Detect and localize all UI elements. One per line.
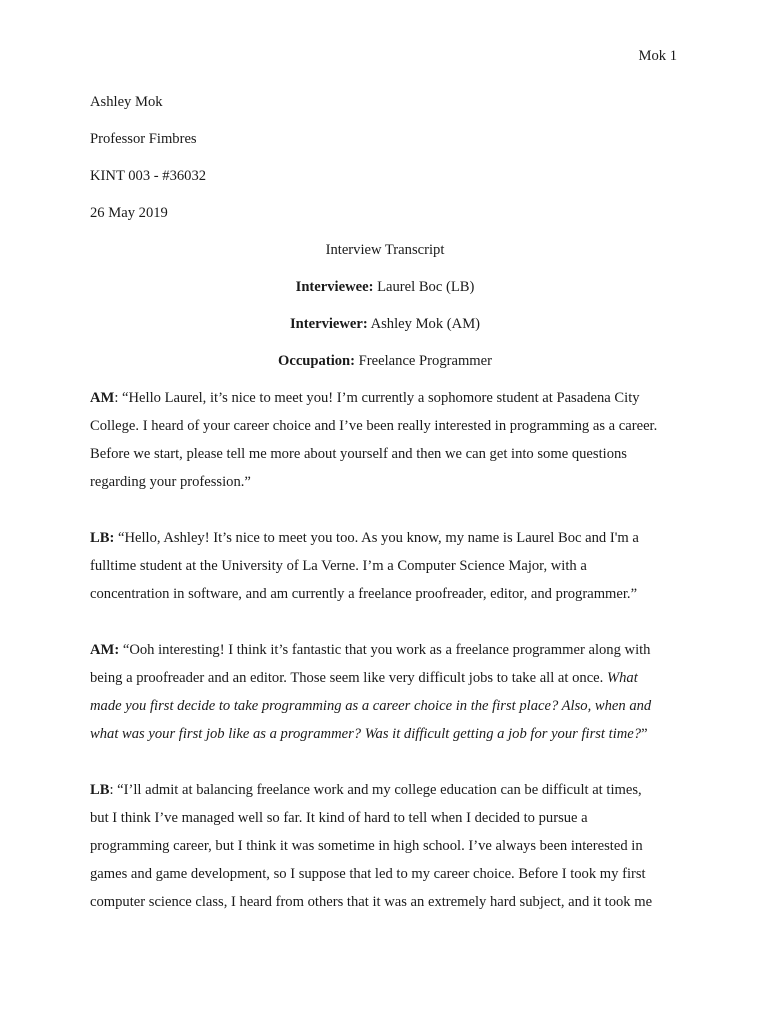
paragraph-line [90, 776, 680, 804]
paragraph-line: regarding your profession.” [90, 474, 251, 490]
paragraph-text: : “Hello Laurel, it’s nice to meet you! I’m currently a sophomore student at Pasadena City [114, 390, 640, 406]
transcript-title-block [90, 236, 680, 375]
question-text: what was your first job like as a programmer? Was it difficult getting a job for your first time? [90, 726, 642, 742]
speaker-label: AM: [90, 642, 120, 658]
speaker-label: LB [90, 782, 110, 798]
paragraph-line: fulltime student at the University of La Verne. I’m a Computer Science Major, with a [90, 558, 587, 574]
paragraph-text: “Ooh interesting! I think it’s fantastic that you work as a freelance programmer along with [119, 642, 651, 658]
transcript-paragraph-lb-1 [90, 524, 680, 608]
paragraph-line: computer science class, I heard from others that it was an extremely hard subject, and it took me [90, 894, 653, 910]
paragraph-text: : “I’ll admit at balancing freelance work and my college education can be difficult at times, [109, 782, 642, 798]
question-text: made you first decide to take programming as a career choice in the first place? Also, when and [90, 698, 652, 714]
occupation-value: Freelance Programmer [355, 353, 492, 369]
paragraph-line [90, 384, 680, 412]
speaker-label: LB: [90, 530, 115, 546]
paragraph-line [90, 664, 680, 692]
paragraph-line [90, 720, 680, 748]
interviewee-label: Interviewee: [295, 279, 374, 295]
paragraph-line [90, 524, 680, 552]
paragraph-line [90, 692, 680, 720]
interviewee-value: Laurel Boc (LB) [373, 279, 475, 295]
paragraph-line: concentration in software, and am currently a freelance proofreader, editor, and programmer.” [90, 586, 638, 602]
occupation-line [90, 347, 680, 375]
paragraph-line: games and game development, so I suppose that led to my career choice. Before I took my first [90, 866, 646, 882]
interviewer-label: Interviewer: [289, 316, 368, 332]
paragraph-text: “Hello, Ashley! It’s nice to meet you too. As you know, my name is Laurel Boc and I'm a [114, 530, 639, 546]
interviewer-value: Ashley Mok (AM) [367, 316, 481, 332]
document-title: Interview Transcript [325, 242, 445, 258]
paragraph-line: Before we start, please tell me more about yourself and then we can get into some questions [90, 446, 627, 462]
transcript-paragraph-am-1 [90, 384, 680, 496]
speaker-label: AM [90, 390, 115, 406]
paragraph-text: being a proofreader and an editor. Those seem like very difficult jobs to take all at once. [90, 670, 607, 686]
interviewer-line [90, 310, 680, 338]
student-name: Ashley Mok [90, 94, 163, 110]
paragraph-text: ” [641, 726, 648, 742]
document-body [90, 88, 680, 916]
question-text: What [606, 670, 638, 686]
interviewee-line [90, 273, 680, 301]
professor-name: Professor Fimbres [90, 131, 197, 147]
document-date: 26 May 2019 [90, 205, 168, 221]
transcript-paragraph-am-2 [90, 636, 680, 748]
paragraph-line: College. I heard of your career choice and I’ve been really interested in programming as a career. [90, 418, 658, 434]
course-code: KINT 003 - #36032 [90, 168, 207, 184]
occupation-label: Occupation: [278, 353, 356, 369]
paragraph-line [90, 636, 680, 664]
page-number-header: Mok 1 [638, 48, 677, 64]
transcript-paragraph-lb-2 [90, 776, 680, 916]
paragraph-line: but I think I’ve managed well so far. It kind of hard to tell when I decided to pursue a [90, 810, 588, 826]
paragraph-line: programming career, but I think it was sometime in high school. I’ve always been interested in [90, 838, 643, 854]
mla-heading [90, 88, 680, 227]
